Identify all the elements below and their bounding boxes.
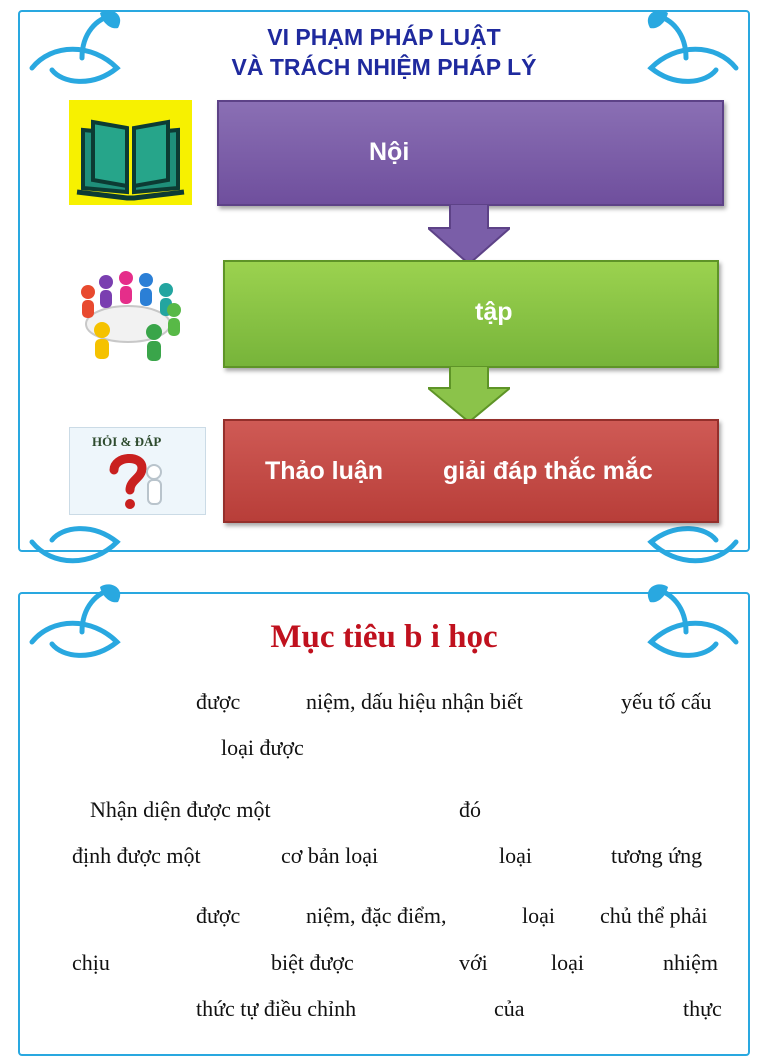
text-fragment: chủ thể phải	[600, 903, 708, 928]
text-fragment: yếu tố cấu	[621, 689, 712, 714]
qa-label: HỎI & ĐÁP	[92, 434, 162, 449]
step-practice	[223, 260, 719, 368]
step-discussion	[223, 419, 719, 523]
down-arrow-icon	[428, 204, 510, 264]
corner-ornament-icon	[22, 512, 142, 592]
step-discussion-label-1: Thảo luận	[265, 457, 384, 485]
text-fragment: loại	[551, 950, 584, 975]
text-fragment: niệm, dấu hiệu nhận biết	[306, 689, 523, 714]
meeting-people-icon	[66, 262, 191, 365]
text-fragment: được	[196, 689, 241, 714]
text-fragment: nhiệm	[663, 950, 718, 975]
question-answer-icon	[69, 427, 206, 515]
down-arrow-icon	[428, 366, 510, 422]
text-fragment: chịu	[72, 950, 110, 975]
page-title-line-2: VÀ TRÁCH NHIỆM PHÁP LÝ	[231, 54, 537, 80]
page-title-line-1: VI PHẠM PHÁP LUẬT	[267, 24, 501, 50]
section-title: Mục tiêu b i học	[270, 619, 498, 655]
text-fragment: thực	[683, 996, 722, 1021]
text-fragment: loại được	[221, 735, 304, 760]
book-icon	[69, 100, 192, 205]
text-fragment: loại	[499, 843, 532, 868]
text-fragment: đó	[459, 797, 481, 822]
text-fragment: của	[494, 996, 525, 1021]
step-discussion-label-2: giải đáp thắc mắc	[443, 457, 653, 485]
text-fragment: được	[196, 903, 241, 928]
step-content	[217, 100, 724, 206]
text-fragment: niệm, đặc điểm,	[306, 903, 447, 928]
text-fragment: Nhận diện được một	[90, 797, 271, 822]
text-fragment: định được một	[72, 843, 201, 868]
step-content-label: Nội	[369, 138, 410, 166]
text-fragment: thức tự điều chỉnh	[196, 996, 357, 1021]
text-fragment: loại	[522, 903, 555, 928]
text-fragment: tương ứng	[611, 843, 703, 868]
text-fragment: biệt được	[271, 950, 354, 975]
corner-ornament-icon	[626, 512, 746, 592]
page-title	[0, 22, 768, 82]
step-practice-label: tập	[475, 298, 513, 326]
text-fragment: cơ bản loại	[281, 843, 379, 868]
text-fragment: với	[459, 950, 488, 975]
